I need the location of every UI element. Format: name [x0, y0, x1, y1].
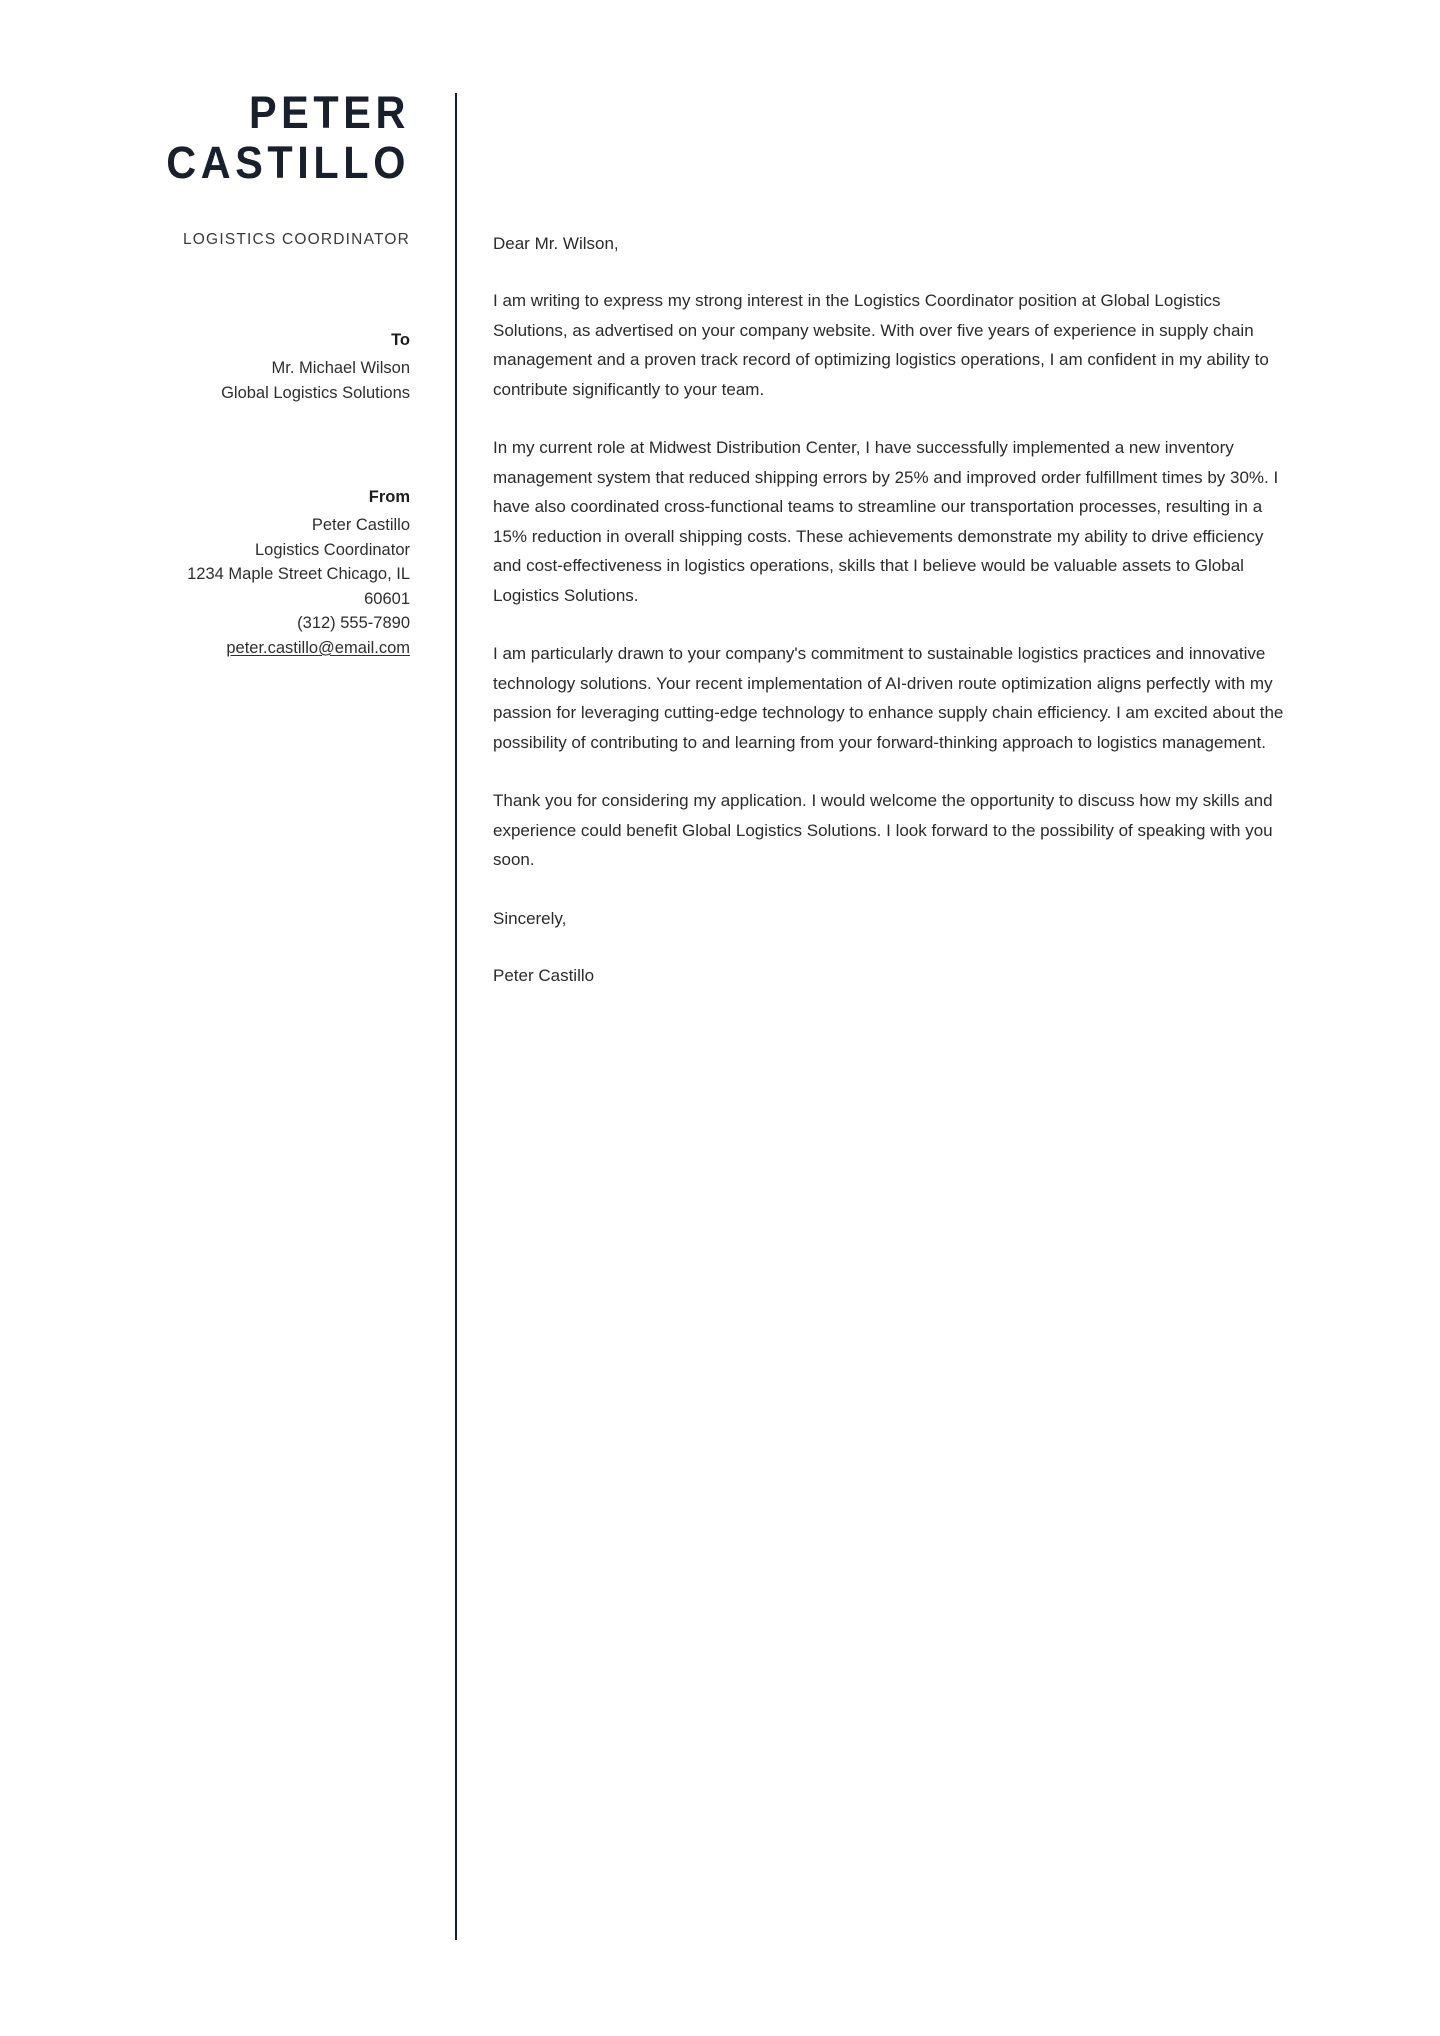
sidebar: [0, 0, 410, 660]
body-paragraph-2: In my current role at Midwest Distribution Center, I have successfully implemented a new inventory management system that reduced shipping errors by 25% and improved order fulfillment times by 30%. I have also coordinated cross-functional teams to streamline our transportation processes, resulting in a 15% reduction in overall shipping costs. These achievements demonstrate my ability to drive efficiency and cost-effectiveness in logistics operations, skills that I believe would be valuable assets to Global Logistics Solutions.: [493, 438, 1279, 605]
applicant-name: [0, 88, 410, 188]
sender-title: Logistics Coordinator: [255, 540, 410, 559]
body-paragraph-4: Thank you for considering my application. I would welcome the opportunity to discuss how my skills and experience could benefit Global Logistics Solutions. I look forward to the possibility of speaking with you soon.: [493, 791, 1273, 869]
recipient-name: Mr. Michael Wilson: [271, 359, 410, 377]
recipient-block: [0, 328, 410, 405]
letter-body: [493, 232, 1293, 990]
sender-address-line-2: 60601: [364, 589, 410, 608]
closing-salutation: Sincerely,: [493, 908, 567, 928]
name-line-last: CASTILLO: [166, 137, 410, 188]
signature-name: Peter Castillo: [493, 965, 595, 985]
sender-email-link[interactable]: peter.castillo@email.com: [226, 638, 410, 657]
from-label: From: [368, 488, 410, 506]
recipient-company: Global Logistics Solutions: [221, 383, 410, 402]
sender-block: [0, 485, 410, 660]
job-title: LOGISTICS COORDINATOR: [182, 231, 410, 248]
sender-name: Peter Castillo: [311, 516, 410, 534]
to-label: To: [391, 331, 410, 349]
salutation: Dear Mr. Wilson,: [493, 234, 619, 253]
name-line-first: PETER: [248, 87, 410, 138]
body-paragraph-1: I am writing to express my strong interest in the Logistics Coordinator position at Global Logistics Solutions, as advertised on your company website. With over five years of experience in supply chain management and a proven track record of optimizing logistics operations, I am confident in my ability to contribute significantly to your team.: [493, 291, 1269, 399]
sender-phone: (312) 555-7890: [297, 614, 410, 632]
body-paragraph-3: I am particularly drawn to your company's commitment to sustainable logistics practices and innovative technology solutions. Your recent implementation of AI-driven route optimization aligns perfectly with my passion for leveraging cutting-edge technology to enhance supply chain efficiency. I am excited about the possibility of contributing to and learning from your forward-thinking approach to logistics management.: [493, 644, 1284, 752]
vertical-divider: [455, 93, 457, 1940]
sender-address-line-1: 1234 Maple Street Chicago, IL: [187, 565, 410, 583]
